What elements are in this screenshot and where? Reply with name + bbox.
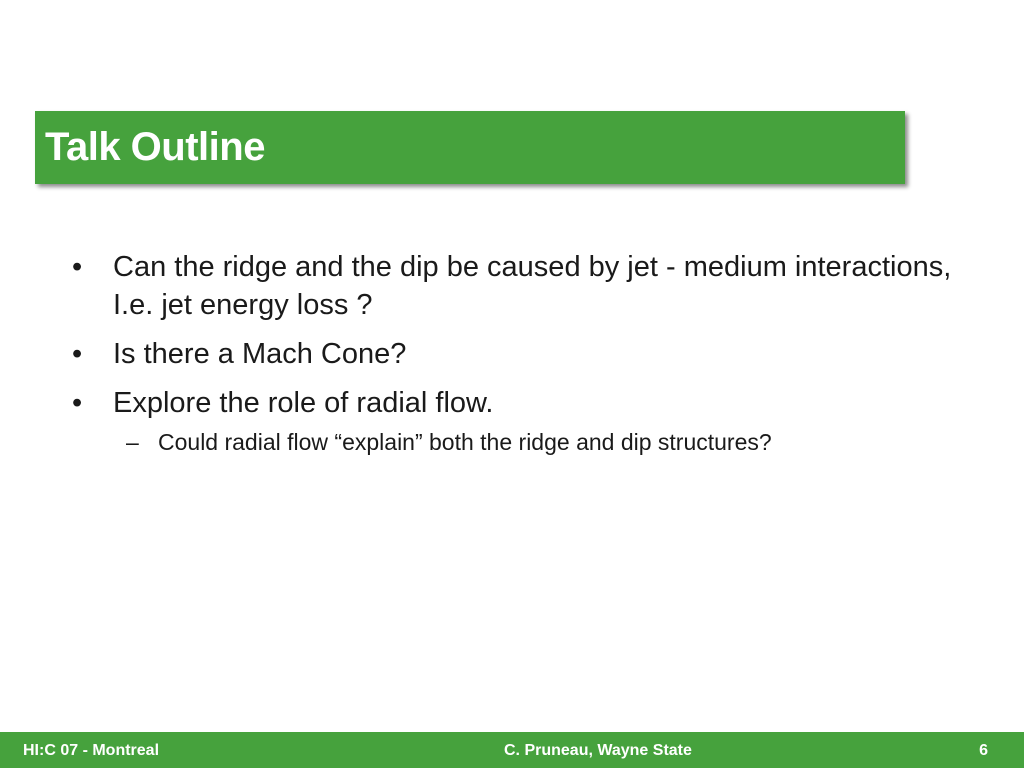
slide-number: 6 — [979, 742, 988, 759]
title-bar — [35, 111, 905, 184]
slide-content — [72, 248, 952, 457]
bullet-item — [72, 335, 952, 373]
bullet-marker: • — [72, 387, 83, 419]
sub-bullet-text: Could radial flow “explain” both the ridge and dip structures? — [158, 429, 772, 455]
footer-bar — [0, 732, 1024, 768]
bullet-text: Can the ridge and the dip be caused by jet - medium interactions, I.e. jet energy loss ? — [113, 251, 952, 321]
bullet-item — [72, 248, 952, 324]
footer-conference: HI:C 07 - Montreal — [23, 742, 160, 759]
footer-author: C. Pruneau, Wayne State — [504, 742, 692, 759]
bullet-marker: • — [72, 338, 83, 370]
bullet-item — [72, 384, 952, 422]
sub-bullet-item — [126, 427, 952, 457]
bullet-text: Is there a Mach Cone? — [113, 338, 407, 370]
bullet-marker: • — [72, 251, 83, 283]
bullet-text: Explore the role of radial flow. — [113, 387, 494, 419]
slide-title: Talk Outline — [45, 125, 265, 169]
sub-bullet-marker: – — [126, 429, 139, 455]
